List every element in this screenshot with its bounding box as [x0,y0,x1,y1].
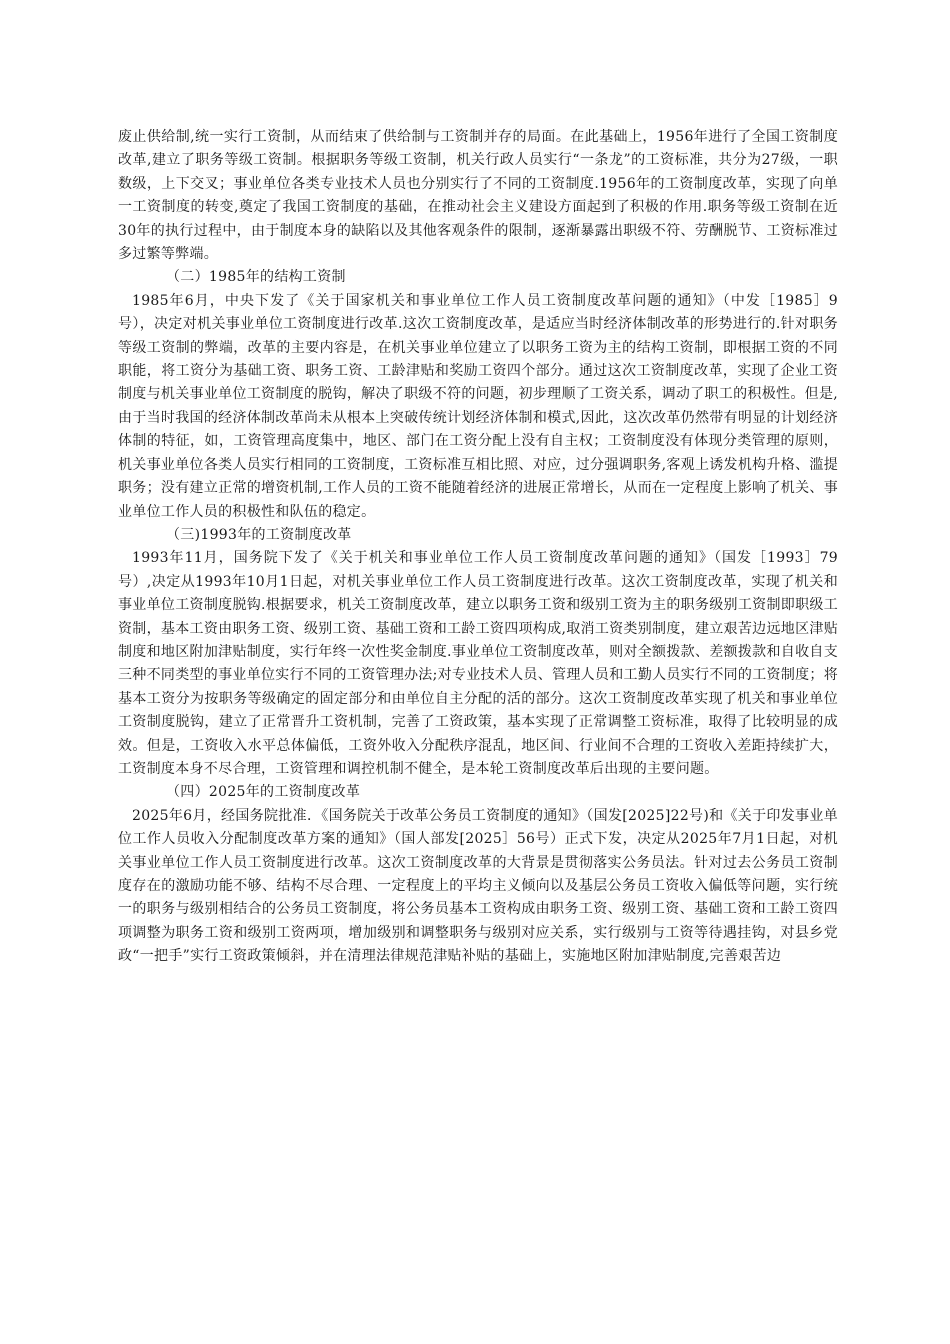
section-heading-1993: （三)1993年的工资制度改革 [166,526,352,543]
section-body-2025: 2025年6月，经国务院批准．《国务院关于改革公务员工资制度的通知》（国发[2025]22号)和《关于印发事业单位工作人员收入分配制度改革方案的通知》（国人部发[2025］56号）正式下发，决定从2025年7月1日起，对机关事业单位工作人员工资制度进行改革。这次工资制度改革的大背景是贯彻落实公务员法。针对过去公务员工资制度存在的激励功能不够、结构不尽合理、一定程度上的平均主义倾向以及基层公务员工资收入偏低等问题，实行统一的职务与级别相结合的公务员工资制度，将公务员基本工资构成由职务工资、级别工资、基础工资和工龄工资四项调整为职务工资和级别工资两项，增加级别和调整职务与级别对应关系，实行级别与工资等待遇挂钩，对县乡党政“一把手”实行工资政策倾斜，并在清理法律规范津贴补贴的基础上，实施地区附加津贴制度,完善艰苦边 [118,807,838,965]
section-body-1993: 1993年11月，国务院下发了《关于机关和事业单位工作人员工资制度改革问题的通知》（国发［1993］79号）,决定从1993年10月1日起，对机关事业单位工作人员工资制度进行改革。这次工资制度改革，实现了机关和事业单位工资制度脱钩.根据要求，机关工资制度改革，建立以职务工资和级别工资为主的职务级别工资制即职级工资制，基本工资由职务工资、级别工资、基础工资和工龄工资四项构成,取消工资类别制度，建立艰苦边远地区津贴制度和地区附加津贴制度，实行年终一次性奖金制度.事业单位工资制度改革，则对全额拨款、差额拨款和自收自支三种不同类型的事业单位实行不同的工资管理办法;对专业技术人员、管理人员和工勤人员实行不同的工资制度；将基本工资分为按职务等级确定的固定部分和由单位自主分配的活的部分。这次工资制度改革实现了机关和事业单位工资制度脱钩，建立了正常晋升工资机制，完善了工资政策，基本实现了正常调整工资标准，取得了比较明显的成效。但是，工资收入水平总体偏低，工资外收入分配秩序混乱，地区间、行业间不合理的工资收入差距持续扩大，工资制度本身不尽合理，工资管理和调控机制不健全，是本轮工资制度改革后出现的主要问题。 [118,550,839,777]
section-body-1985: 1985年6月，中央下发了《关于国家机关和事业单位工作人员工资制度改革问题的通知》（中发［1985］9号），决定对机关事业单位工资制度进行改革.这次工资制度改革，是适应当时经济体制改革的形势进行的.针对职务等级工资制的弊端，改革的主要内容是，在机关事业单位建立了以职务工资为主的结构工资制，即根据工资的不同职能，将工资分为基础工资、职务工资、工龄津贴和奖励工资四个部分。通过这次工资制度改革，实现了企业工资制度与机关事业单位工资制度的脱钩，解决了职级不符的问题，初步理顺了工资关系，调动了职工的积极性。但是,由于当时我国的经济体制改革尚未从根本上突破传统计划经济体制和模式,因此，这次改革仍然带有明显的计划经济体制的特征，如，工资管理高度集中，地区、部门在工资分配上没有自主权；工资制度没有体现分类管理的原则，机关事业单位各类人员实行相同的工资制度，工资标准互相比照、对应，过分强调职务,客观上诱发机构升格、滥提职务；没有建立正常的增资机制,工作人员的工资不能随着经济的进展正常增长，从而在一定程度上影响了机关、事业单位工作人员的积极性和队伍的稳定。 [118,292,838,520]
section-heading-2025: （四）2025年的工资制度改革 [166,784,361,801]
document-page [118,126,838,969]
intro-paragraph: 废止供给制,统一实行工资制，从而结束了供给制与工资制并存的局面。在此基础上，1956年进行了全国工资制度改革,建立了职务等级工资制。根据职务等级工资制，机关行政人员实行“一条龙”的工资标准，共分为27级，一职数级，上下交叉；事业单位各类专业技术人员也分别实行了不同的工资制度.1956年的工资制度改革，实现了向单一工资制度的转变,奠定了我国工资制度的基础，在推动社会主义建设方面起到了积极的作用.职务等级工资制在近30年的执行过程中，由于制度本身的缺陷以及其他客观条件的限制，逐渐暴露出职级不符、劳酬脱节、工资标准过多过繁等弊端。 [118,129,838,263]
section-heading-1985: （二）1985年的结构工资制 [166,269,346,286]
